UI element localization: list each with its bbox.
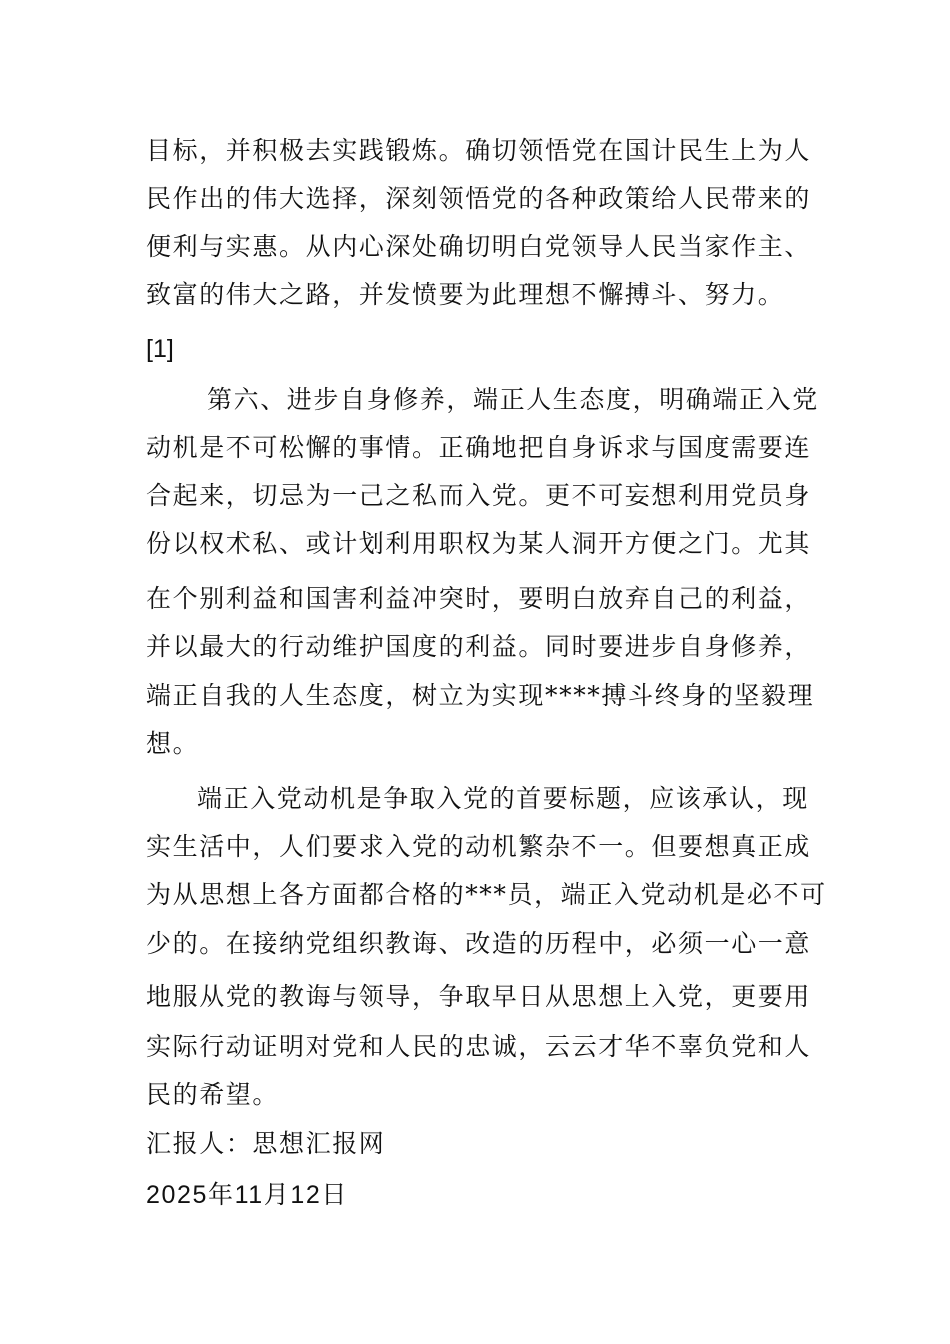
paragraph-line: 为从思想上各方面都合格的***员，端正入党动机是必不可 <box>146 880 827 909</box>
citation-marker: [1] <box>146 335 174 363</box>
paragraph-line: 致富的伟大之路，并发愤要为此理想不懈搏斗、努力。 <box>146 280 785 309</box>
paragraph-line: 目标，并积极去实践锻炼。确切领悟党在国计民生上为人 <box>146 136 812 165</box>
paragraph-line: 便利与实惠。从内心深处确切明白党领导人民当家作主、 <box>146 232 812 261</box>
report-date: 2025年11月12日 <box>146 1181 348 1209</box>
paragraph-line: 合起来，切忌为一己之私而入党。更不可妄想利用党员身 <box>146 481 812 510</box>
paragraph-line: 动机是不可松懈的事情。正确地把自身诉求与国度需要连 <box>146 433 812 462</box>
paragraph-line: 实生活中，人们要求入党的动机繁杂不一。但要想真正成 <box>146 832 812 861</box>
paragraph-line: 份以权术私、或计划利用职权为某人洞开方便之门。尤其 <box>146 529 812 558</box>
paragraph-line: 在个别利益和国害利益冲突时，要明白放弃自己的利益， <box>146 584 812 613</box>
paragraph-line: 想。 <box>146 729 200 758</box>
paragraph-line: 端正自我的人生态度，树立为实现****搏斗终身的坚毅理 <box>146 681 815 710</box>
paragraph-line: 第六、进步自身修养，端正人生态度，明确端正入党 <box>207 385 819 414</box>
paragraph-line: 少的。在接纳党组织教诲、改造的历程中，必须一心一意 <box>146 929 812 958</box>
paragraph-line: 民的希望。 <box>146 1080 280 1109</box>
paragraph-line: 地服从党的教诲与领导，争取早日从思想上入党，更要用 <box>146 982 812 1011</box>
paragraph-line: 并以最大的行动维护国度的利益。同时要进步自身修养， <box>146 632 812 661</box>
paragraph-line: 民作出的伟大选择，深刻领悟党的各种政策给人民带来的 <box>146 184 812 213</box>
paragraph-line: 实际行动证明对党和人民的忠诚，云云才华不辜负党和人 <box>146 1032 812 1061</box>
paragraph-line: 端正入党动机是争取入党的首要标题，应该承认，现 <box>197 784 809 813</box>
reporter-line: 汇报人：思想汇报网 <box>146 1129 386 1158</box>
